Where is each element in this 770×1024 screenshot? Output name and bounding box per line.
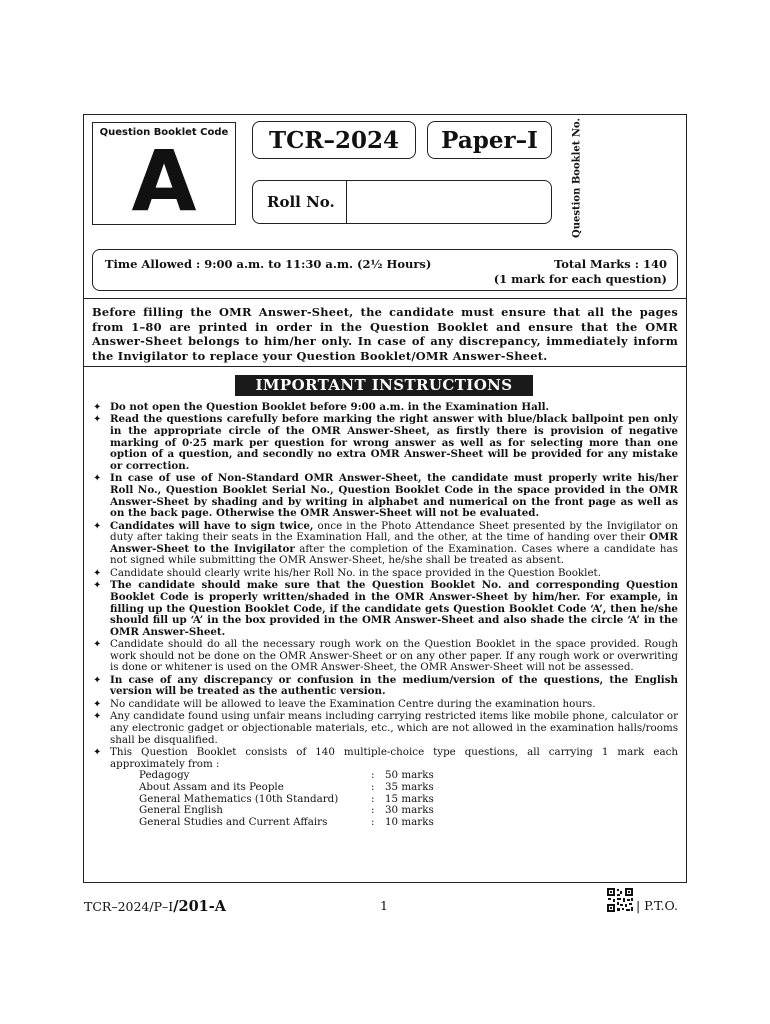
instruction-text: Candidate should do all the necessary rough work on the Question Booklet in the space provided. Rough work should not be done on the OMR Answer-Sheet or on any other paper. If any rough work or overwriting is done or whitener is used on the OMR Answer-Sheet, the OMR Answer-Sheet will not be assessed. <box>110 638 678 674</box>
pto-label: | P.T.O. <box>636 898 678 913</box>
instruction-emphasis: OMR Answer-Sheet to the Invigilator <box>110 531 678 555</box>
subject-colon: : <box>371 780 375 793</box>
roll-no-divider <box>346 181 347 223</box>
bullet-icon: ✦ <box>93 711 102 723</box>
instructions-title: IMPORTANT INSTRUCTIONS <box>235 375 533 396</box>
list-item <box>92 747 678 828</box>
subject-marks: 30 marks <box>385 804 434 817</box>
subject-marks: 50 marks <box>385 769 434 782</box>
qr-code-icon <box>606 887 634 913</box>
total-marks-block <box>494 257 667 287</box>
subject-name: Pedagogy <box>139 769 190 782</box>
page-number: 1 <box>380 898 388 913</box>
subject-name: General Studies and Current Affairs <box>139 815 328 828</box>
bullet-icon: ✦ <box>93 402 102 413</box>
booklet-number-text: Question Booklet No. <box>571 118 583 238</box>
divider-top <box>84 298 686 299</box>
subject-name: About Assam and its People <box>139 780 284 793</box>
bullet-icon: ✦ <box>93 567 102 579</box>
instruction-text: Do not open the Question Booklet before 9:00 a.m. in the Examination Hall. <box>110 401 550 413</box>
list-item <box>92 675 678 698</box>
instruction-text: once in the Photo Attendance Sheet presented by the Invigilator on duty after taking their seats in the Examination Hall, and the other, at the time of handing over their <box>110 519 678 544</box>
instruction-text: Candidate should clearly write his/her Roll No. in the space provided in the Question Booklet. <box>110 566 601 579</box>
time-box <box>92 249 678 291</box>
subject-row <box>139 782 678 794</box>
exam-code: TCR–2024 <box>252 121 416 159</box>
booklet-code-label: Question Booklet Code <box>99 127 229 138</box>
roll-no-box[interactable] <box>252 180 552 224</box>
roll-no-label: Roll No. <box>267 193 335 211</box>
subject-row <box>139 817 678 829</box>
footer-booklet-code <box>84 898 226 915</box>
subject-name: General Mathematics (10th Standard) <box>139 792 339 805</box>
divider-bottom <box>84 366 686 367</box>
bullet-icon: ✦ <box>93 520 102 532</box>
instruction-text: In case of use of Non-Standard OMR Answer-Sheet, the candidate must properly write his/her Roll No., Question Booklet Serial No., Question Booklet Code in the space provided in the OMR Answer-Sheet by shading and by writing in alphabet and numerical on the front page as well as on the back page. Otherwise the OMR Answer-Sheet will not be evaluated. <box>110 472 678 520</box>
list-item <box>92 473 678 519</box>
bullet-icon: ✦ <box>93 674 102 686</box>
list-item <box>92 402 678 414</box>
list-item <box>92 414 678 472</box>
instruction-text: Read the questions carefully before marking the right answer with blue/black ballpoint pen only in the appropriate circle of the OMR Answer-Sheet, as firstly there is provision of negative marking of 0·25 mark per question for wrong answer as well as for selecting more than one option of a question, and secondly no extra OMR Answer-Sheet will be provided for any mistake or correction. <box>110 413 678 472</box>
bullet-icon: ✦ <box>93 639 102 651</box>
subject-colon: : <box>371 769 375 782</box>
subject-name: General English <box>139 804 223 817</box>
subject-marks: 35 marks <box>385 780 434 793</box>
footer-code-prefix: TCR–2024/P–I <box>84 899 174 914</box>
instructions-list <box>92 402 678 829</box>
instruction-text: This Question Booklet consists of 140 multiple-choice type questions, all carrying 1 mark each approximately from : <box>110 746 678 770</box>
bullet-icon: ✦ <box>93 747 102 759</box>
paper-label: Paper–I <box>427 121 552 159</box>
list-item <box>92 699 678 711</box>
booklet-number-label <box>570 118 584 238</box>
list-item <box>92 580 678 638</box>
list-item <box>92 568 678 580</box>
total-marks: Total Marks : 140 <box>554 257 667 271</box>
subject-marks: 15 marks <box>385 792 434 805</box>
instruction-text: In case of any discrepancy or confusion in the medium/version of the questions, the English version will be treated as the authentic version. <box>110 673 678 698</box>
list-item <box>92 711 678 746</box>
subject-colon: : <box>371 804 375 817</box>
subject-colon: : <box>371 792 375 805</box>
bullet-icon: ✦ <box>93 580 102 592</box>
bullet-icon: ✦ <box>93 414 102 426</box>
mark-note: (1 mark for each question) <box>493 272 667 286</box>
instruction-text: The candidate should make sure that the Question Booklet No. and corresponding Question Booklet Code is properly written/shaded in the OMR Answer-Sheet by him/her. For example, in filling up the Question Booklet Code, if the candidate gets Question Booklet Code ‘A’, then he/she should fill up ‘A’ in the box provided in the OMR Answer-Sheet and also shade the circle ‘A’ in the OMR Answer-Sheet. <box>110 579 678 638</box>
time-allowed: Time Allowed : 9:00 a.m. to 11:30 a.m. (2½ Hours) <box>105 257 432 271</box>
booklet-code-letter: A <box>131 132 197 230</box>
list-item <box>92 639 678 674</box>
footer-code-suffix: /201-A <box>173 898 227 915</box>
booklet-code-box <box>92 122 236 230</box>
instruction-emphasis: Candidates will have to sign twice, <box>110 519 314 532</box>
subject-table <box>139 770 678 828</box>
subject-marks: 10 marks <box>385 815 434 828</box>
bullet-icon: ✦ <box>93 698 102 710</box>
pre-check-notice: Before filling the OMR Answer-Sheet, the candidate must ensure that all the pages from 1–80 are printed in order in the Question Booklet and ensure that the OMR Answer-Sheet belongs to him/her only. In case of any discrepancy, immediately inform the Invigilator to replace your Question Booklet/OMR Answer-Sheet. <box>92 305 678 364</box>
subject-row <box>139 805 678 817</box>
subject-colon: : <box>371 815 375 828</box>
instruction-text: Any candidate found using unfair means including carrying restricted items like mobile phone, calculator or any electronic gadget or objectionable materials, etc., which are not allowed in the examination halls/rooms shall be disqualified. <box>110 710 678 746</box>
bullet-icon: ✦ <box>93 473 102 485</box>
list-item <box>92 521 678 567</box>
instruction-text: No candidate will be allowed to leave the Examination Centre during the examination hours. <box>110 697 596 710</box>
instruction-text: after the completion of the Examination. Cases where a candidate has not signed while submitting the OMR Answer-Sheet, he/she shall be treated as absent. <box>110 542 678 567</box>
